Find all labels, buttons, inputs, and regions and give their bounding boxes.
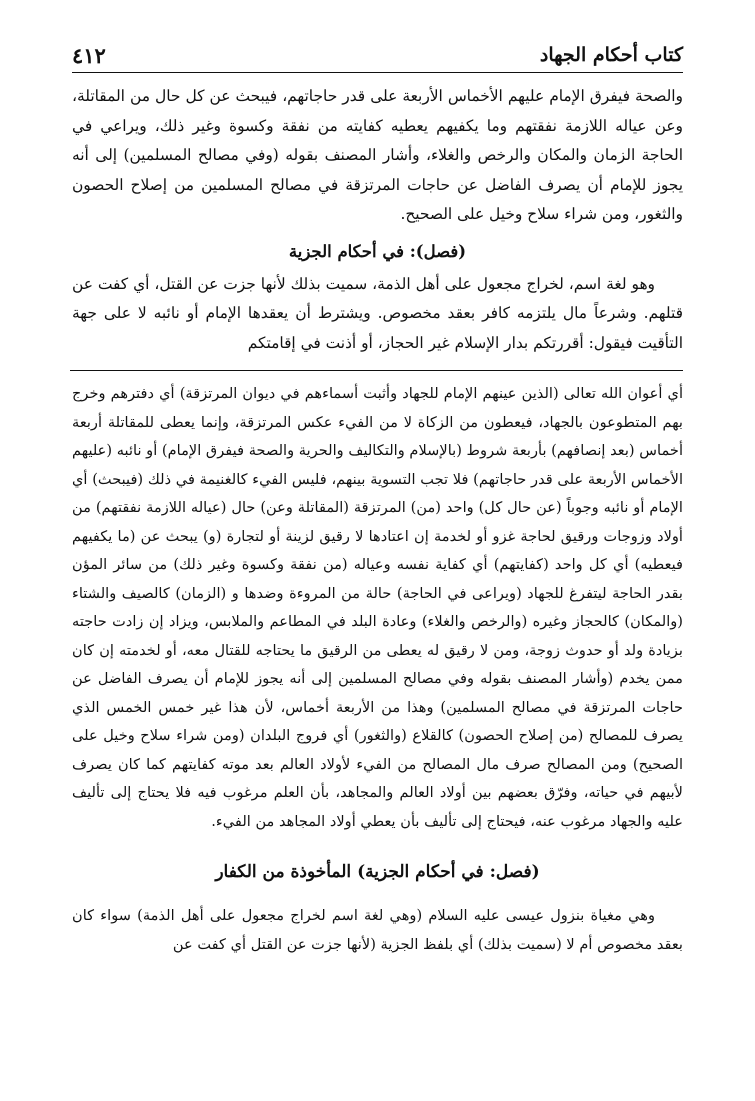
page-header [72, 38, 683, 73]
page-number: ٤١٢ [72, 42, 106, 68]
commentary-paragraph: وهي مغياة بنزول عيسى عليه السلام (وهي لغة اسم لخراج مجعول على أهل الذمة) سواء كان بعقد مخصوص أم لا (سميت بذلك) أي بلفظ الجزية (لأنها جزت عن القتل أي كفت عن [72, 907, 683, 953]
main-text [72, 82, 683, 358]
section-divider [70, 370, 683, 371]
running-title: كتاب أحكام الجهاد [539, 44, 683, 66]
section-heading: (فصل): في أحكام الجزية [288, 241, 467, 261]
main-paragraph: والصحة فيفرق الإمام عليهم الأخماس الأربعة على قدر حاجاتهم، فيبحث عن كل حال من المقاتلة، وعن عياله اللازمة نفقتهم وما يكفيهم يعطيه كفايته من نفقة وكسوة وغير ذلك، ويراعي في الحاجة الزمان والمكان والرخص والغلاء، وأشار المصنف بقوله (وفي مصالح المسلمين) إلى أنه يجوز للإمام أن يصرف الفاضل عن حاجات المرتزقة في مصالح المسلمين من إصلاح الحصون والثغور، ومن شراء سلاح وخيل على الصحيح. [72, 87, 683, 223]
commentary-paragraph: أي أعوان الله تعالى (الذين عينهم الإمام للجهاد وأثبت أسماءهم في ديوان المرتزقة) أي دفترهم وخرج بهم المتطوعون بالجهاد، فيعطون من الزكاة لا من الفيء عكس المرتزقة، وإنما يعطى للمقاتلة أربعة أخماس (بعد إنصافهم) بأربعة شروط (بالإسلام والتكاليف والحرية والصحة فيفرق الإمام) أو نائبه (عليهم الأخماس الأربعة على قدر حاجاتهم) فلا تجب التسوية بينهم، فليس الفيء كالغنيمة في ذلك (فيبحث) أي الإمام أو نائبه وجوباً (عن حال كل) واحد (من) المرتزقة (المقاتلة وعن) حال (عياله اللازمة نفقتهم) من أولاد وزوجات ورقيق لحاجة غزو أو لخدمة إن اعتادها لا رقيق لزينة أو لتجارة (و) يبحث عن (ما يكفيهم فيعطيه) أي كل واحد (كفايتهم) أي كفاية نفسه وعياله (من نفقة وكسوة وغير ذلك) من سائر المؤن بقدر الحاجة ليتفرغ للجهاد (ويراعى في الحاجة) حالة من المروءة وضدها و (الزمان) كالصيف والشتاء (والمكان) كالحجاز وغيره (والرخص والغلاء) وعادة البلد في المطاعم والملابس، ويزاد إن زادت حاجته بزيادة ولد أو حدوث زوجة، ومن لا رقيق له يعطى من الرقيق ما يحتاجه للقتال معه، أو لخدمته إن كان ممن يخدم (وأشار المصنف بقوله وفي مصالح المسلمين إلى أنه يجوز للإمام أن يصرف الفاضل عن حاجات المرتزقة في مصالح المسلمين) وهذا من الأربعة أخماس، لأن هذا غير خمس الخمس الذي يصرف للمصالح (من إصلاح الحصون) كالقلاع (والثغور) أي فروج البلدان (ومن شراء سلاح وخيل على الصحيح) ومن المصالح صرف مال المصالح من الفيء لأولاد العالم بعد موته كفايتهم كما كان يصرف لأبيهم في حياته، وفرّق بعضهم بين أولاد العالم والمجاهد، بأن العلم مرغوب فيه فلا يحتاج إلى تأليف عليه والجهاد مرغوب عنه، فيحتاج إلى تأليف بأن يعطي أولاد المجاهد من الفيء. [72, 385, 683, 830]
commentary-heading: (فصل: في أحكام الجزية) المأخوذة من الكفار [215, 862, 540, 882]
commentary-text [72, 380, 683, 959]
main-paragraph: وهو لغة اسم، لخراج مجعول على أهل الذمة، سميت بذلك لأنها جزت عن القتل، أي كفت عن قتلهم. وشرعاً مال يلتزمه كافر بعقد مخصوص. ويشترط أن يعقدها الإمام أو نائبه لا على جهة التأقيت فيقول: أقررتكم بدار الإسلام غير الحجاز، أو أذنت في إقامتكم [72, 274, 683, 352]
